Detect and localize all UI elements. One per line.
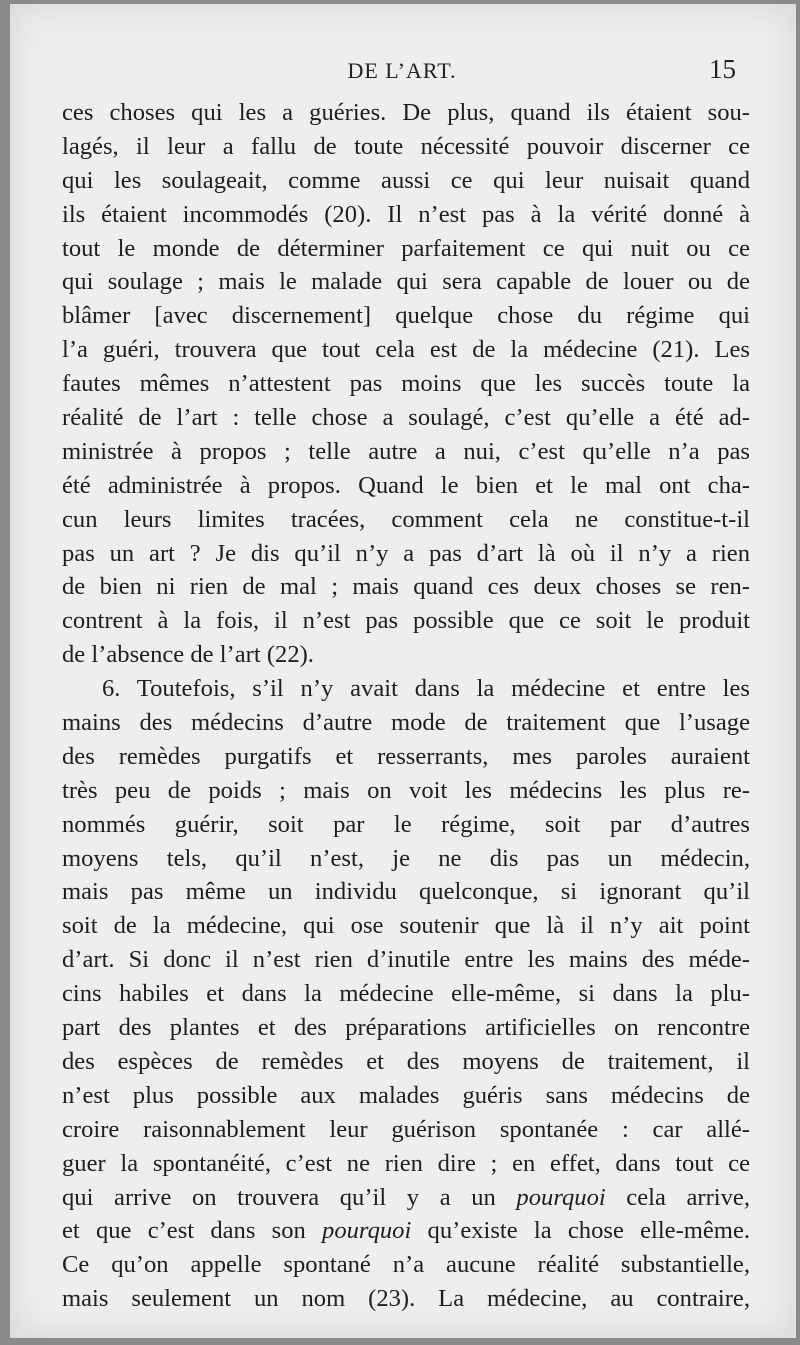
text-line: moyens tels, qu’il n’est, je ne dis pas un médecin, bbox=[62, 844, 750, 872]
text-line: de l’absence de l’art (22). bbox=[62, 641, 314, 669]
text-line: lagés, il leur a fallu de toute nécessité pouvoir discerner ce bbox=[62, 132, 750, 160]
text-line: pas un art ? Je dis qu’il n’y a pas d’art là où il n’y a rien bbox=[62, 539, 750, 567]
text-line: mains des médecins d’autre mode de traitement que l’usage bbox=[62, 709, 750, 737]
text-line: été administrée à propos. Quand le bien et le mal ont cha- bbox=[62, 471, 750, 499]
text-line: part des plantes et des préparations artificielles on rencontre bbox=[62, 1014, 750, 1042]
text-line: Ce qu’on appelle spontané n’a aucune réalité substantielle, bbox=[62, 1251, 750, 1279]
text-line-with-italic bbox=[62, 1214, 750, 1248]
text-line: blâmer [avec discernement] quelque chose du régime qui bbox=[62, 302, 750, 330]
text-line: tout le monde de déterminer parfaitement ce qui nuit ou ce bbox=[62, 234, 750, 262]
italic-word: pourquoi bbox=[516, 1183, 606, 1211]
text-line: cun leurs limites tracées, comment cela ne constitue-t-il bbox=[62, 505, 750, 533]
text-segment: qu’existe la chose elle-même. bbox=[411, 1217, 751, 1245]
text-line: fautes mêmes n’attestent pas moins que les succès toute la bbox=[62, 370, 750, 398]
text-line: contrent à la fois, il n’est pas possible que ce soit le produit bbox=[62, 607, 750, 635]
text-segment: cela arrive, bbox=[605, 1183, 750, 1211]
running-head-title: DE L’ART. bbox=[347, 58, 457, 83]
page-number: 15 bbox=[709, 54, 736, 84]
text-line: soit de la médecine, qui ose soutenir que là il n’y ait point bbox=[62, 912, 750, 940]
text-line: l’a guéri, trouvera que tout cela est de la médecine (21). Les bbox=[62, 336, 750, 364]
text-line: mais seulement un nom (23). La médecine, au contraire, bbox=[62, 1285, 750, 1313]
text-line: n’est plus possible aux malades guéris sans médecins de bbox=[62, 1081, 750, 1109]
italic-word: pourquoi bbox=[322, 1217, 412, 1245]
book-page bbox=[10, 4, 796, 1338]
text-line: très peu de poids ; mais on voit les médecins les plus re- bbox=[62, 776, 750, 804]
text-line: qui les soulageait, comme aussi ce qui leur nuisait quand bbox=[62, 166, 750, 194]
text-line: des espèces de remèdes et des moyens de traitement, il bbox=[62, 1047, 750, 1075]
text-line: réalité de l’art : telle chose a soulagé, c’est qu’elle a été ad- bbox=[62, 404, 750, 432]
running-head bbox=[62, 54, 742, 90]
text-line: ministrée à propos ; telle autre a nui, c’est qu’elle n’a pas bbox=[62, 437, 750, 465]
text-line: ils étaient incommodés (20). Il n’est pas à la vérité donné à bbox=[62, 200, 750, 228]
text-line-with-italic bbox=[62, 1181, 750, 1215]
text-line: des remèdes purgatifs et resserrants, mes paroles auraient bbox=[62, 742, 750, 770]
text-line: nommés guérir, soit par le régime, soit par d’autres bbox=[62, 810, 750, 838]
text-segment: et que c’est dans son bbox=[62, 1217, 323, 1245]
text-segment: qui arrive on trouvera qu’il y a un bbox=[62, 1183, 517, 1211]
text-line: guer la spontanéité, c’est ne rien dire ; en effet, dans tout ce bbox=[62, 1149, 750, 1177]
text-line: croire raisonnablement leur guérison spontanée : car allé- bbox=[62, 1115, 750, 1143]
paragraph-start-line: 6. Toutefois, s’il n’y avait dans la médecine et entre les bbox=[102, 675, 750, 703]
text-line: d’art. Si donc il n’est rien d’inutile entre les mains des méde- bbox=[62, 946, 750, 974]
text-line: qui soulage ; mais le malade qui sera capable de louer ou de bbox=[62, 268, 750, 296]
text-line: ces choses qui les a guéries. De plus, quand ils étaient sou- bbox=[62, 99, 750, 126]
body-text bbox=[62, 96, 750, 1316]
text-line: mais pas même un individu quelconque, si ignorant qu’il bbox=[62, 878, 750, 906]
text-line: de bien ni rien de mal ; mais quand ces deux choses se ren- bbox=[62, 573, 750, 601]
text-line: cins habiles et dans la médecine elle-même, si dans la plu- bbox=[62, 980, 750, 1008]
